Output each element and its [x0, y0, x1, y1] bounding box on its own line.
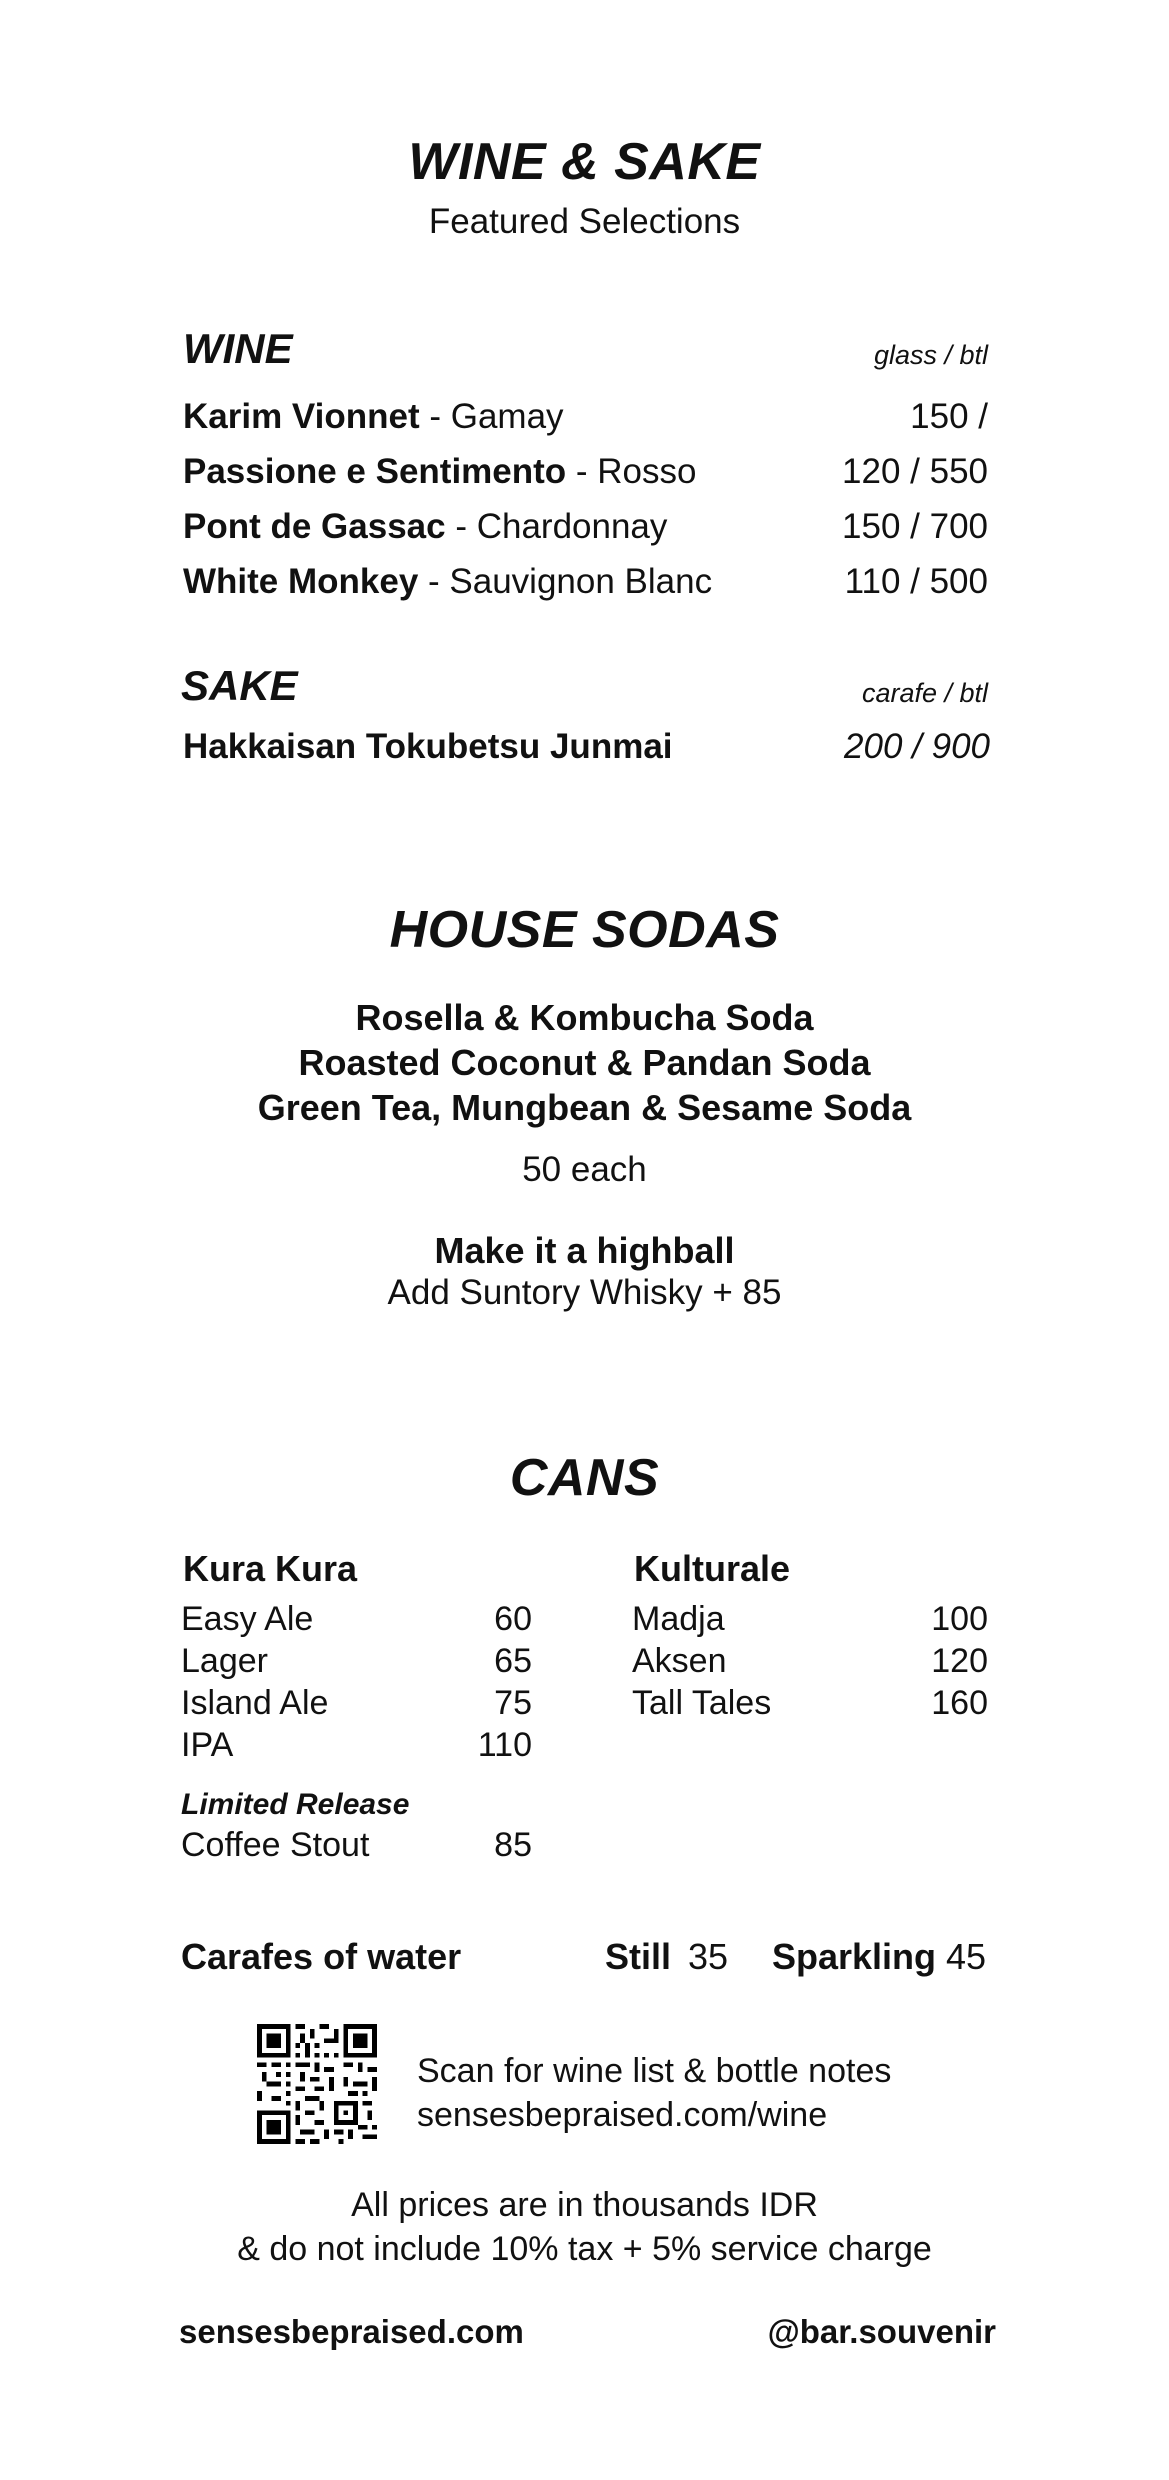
sparkling-label: Sparkling	[772, 1936, 937, 1977]
highball-title: Make it a highball	[434, 1230, 735, 1271]
can-price: 120	[931, 1642, 988, 1680]
wine-price: 110 / 500	[844, 562, 988, 601]
can-name: Coffee Stout	[181, 1826, 370, 1864]
can-price: 110	[477, 1726, 532, 1764]
can-price: 160	[931, 1684, 988, 1722]
can-name: Madja	[632, 1600, 725, 1638]
can-price: 100	[931, 1600, 988, 1638]
qr-caption-line1: Scan for wine list & bottle notes	[417, 2052, 892, 2090]
wine-item	[183, 507, 667, 547]
page-title: WINE & SAKE	[408, 133, 761, 191]
page-subtitle: Featured Selections	[428, 202, 741, 241]
cans-heading: CANS	[509, 1449, 660, 1507]
wine-heading: WINE	[183, 325, 293, 372]
can-name: Tall Tales	[632, 1684, 772, 1722]
wine-item	[183, 397, 564, 437]
wine-price-note: glass / btl	[873, 340, 988, 370]
soda-item: Rosella & Kombucha Soda	[355, 997, 814, 1038]
sake-heading: SAKE	[181, 662, 298, 709]
sake-item	[183, 727, 673, 767]
can-name: Easy Ale	[181, 1600, 314, 1638]
wine-name: Pont de Gassac	[183, 507, 446, 546]
sodas-heading: HOUSE SODAS	[389, 901, 780, 959]
wine-name: White Monkey	[183, 562, 419, 601]
can-price: 65	[494, 1642, 532, 1680]
wine-variety: - Rosso	[566, 452, 697, 491]
still-price: 35	[688, 1936, 729, 1977]
wine-name: Karim Vionnet	[183, 397, 420, 436]
wine-variety: - Gamay	[419, 397, 564, 436]
can-name: Island Ale	[181, 1684, 329, 1722]
still-label: Still	[605, 1936, 672, 1977]
sake-price: 200 / 900	[844, 727, 990, 766]
brand-kura-kura: Kura Kura	[183, 1548, 358, 1589]
qr-caption	[417, 2049, 891, 2137]
price-note-line2: & do not include 10% tax + 5% service charge	[237, 2230, 932, 2268]
wine-price: 120 / 550	[842, 452, 988, 491]
brand-kulturale: Kulturale	[634, 1548, 791, 1589]
can-name: Aksen	[632, 1642, 727, 1680]
wine-name: Passione e Sentimento	[183, 452, 567, 491]
instagram-handle[interactable]: @bar.souvenir	[767, 2313, 996, 2350]
water-label: Carafes of water	[181, 1936, 462, 1977]
wine-price: 150 /	[910, 397, 988, 436]
limited-release-label: Limited Release	[181, 1788, 410, 1821]
wine-variety: - Chardonnay	[445, 507, 668, 546]
can-name: IPA	[181, 1726, 234, 1764]
website-link[interactable]: sensesbepraised.com	[179, 2313, 524, 2350]
qr-caption-url[interactable]: sensesbepraised.com/wine	[417, 2096, 828, 2134]
can-price: 75	[494, 1684, 532, 1722]
can-price: 60	[494, 1600, 532, 1638]
wine-item	[183, 452, 696, 492]
sake-name: Hakkaisan Tokubetsu Junmai	[183, 727, 673, 766]
wine-item	[183, 562, 712, 602]
can-price: 85	[494, 1826, 532, 1864]
highball-note: Add Suntory Whisky + 85	[387, 1273, 782, 1312]
wine-variety: - Sauvignon Blanc	[418, 562, 713, 601]
price-note-line1: All prices are in thousands IDR	[351, 2186, 818, 2224]
can-name: Lager	[181, 1642, 268, 1680]
price-note	[0, 2183, 1169, 2271]
wine-price: 150 / 700	[842, 507, 988, 546]
sake-price-note: carafe / btl	[861, 678, 988, 708]
qr-code-icon[interactable]	[257, 2024, 377, 2144]
sparkling-price: 45	[946, 1936, 987, 1977]
soda-price: 50 each	[522, 1150, 647, 1189]
soda-item: Green Tea, Mungbean & Sesame Soda	[257, 1087, 912, 1128]
soda-item: Roasted Coconut & Pandan Soda	[298, 1042, 871, 1083]
